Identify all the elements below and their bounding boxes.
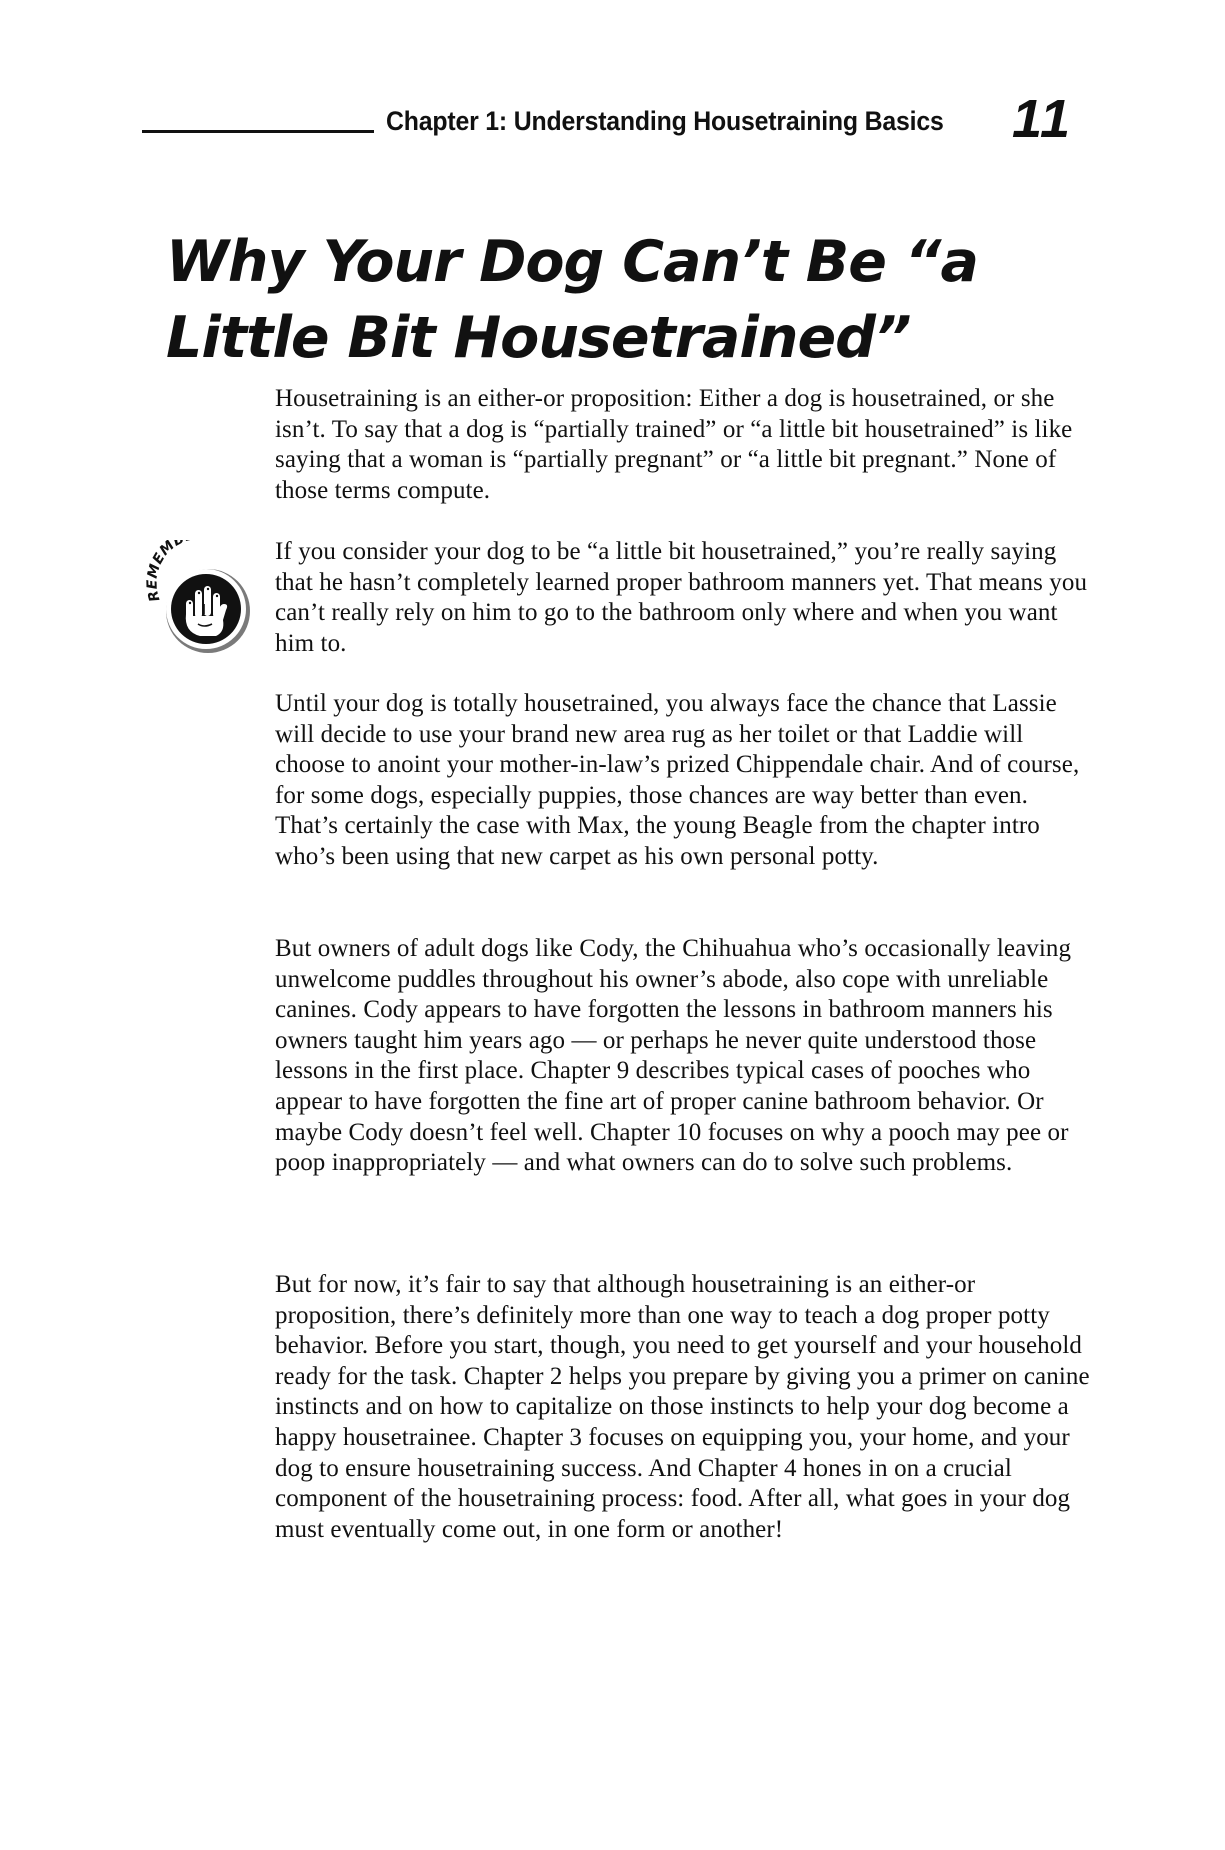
paragraph: But for now, it’s fair to say that although housetraining is an either-or proposition, there’s definitely more than one way to teach a dog proper potty behavior. Before you start, though, you need to get yourself and your household ready for the task. Chapter 2 helps you prepare by giving you a primer on canine instincts and on how to capitalize on those instincts to help your dog become a happy housetrainee. Chapter 3 focuses on equipping you, your home, and your dog to ensure housetraining success. And Chapter 4 hones in on a crucial component of the housetraining process: food. After all, what goes in your dog must eventually come out, in one form or another!	[275, 1271, 1090, 1543]
page-number: 11	[1012, 89, 1073, 149]
raised-hand-icon	[146, 540, 261, 655]
remember-label: REMEM	[146, 540, 179, 604]
running-head	[142, 89, 1073, 152]
paragraph: Housetraining is an either-or proposition: Either a dog is housetrained, or she isn’t. To say that a dog is “partially trained” or “a little bit housetrained” is like saying that a woman is “partially pregnant” or “a little bit pregnant.” None of those terms compute.	[275, 385, 1073, 504]
paragraph: But owners of adult dogs like Cody, the Chihuahua who’s occasionally leaving unwelcome puddles throughout his owner’s abode, also cope with unreliable canines. Cody appears to have forgotten the lessons in bathroom manners his owners taught him years ago — or perhaps he never quite understood those lessons in the first place. Chapter 9 describes typical cases of pooches who appear to have forgotten the fine art of proper canine bathroom behavior. Or maybe Cody doesn’t feel well. Chapter 10 focuses on why a pooch may pee or poop inappropriately — and what owners can do to solve such problems.	[275, 935, 1072, 1177]
paragraph: Until your dog is totally housetrained, you always face the chance that Lassie will decide to use your brand new area rug as her toilet or that Laddie will choose to anoint your mother-in-law’s prized Chippendale chair. And of course, for some dogs, especially puppies, those chances are way better than even. That’s certainly the case with Max, the young Beagle from the chapter intro who’s been using that new carpet as his own personal potty.	[275, 690, 1080, 870]
chapter-title: Chapter 1: Understanding Housetraining Basics	[386, 106, 944, 136]
remember-icon	[146, 540, 261, 655]
section-heading: Why Your Dog Can’t Be “a Little Bit Housetrained”	[166, 229, 978, 371]
paragraph: If you consider your dog to be “a little bit housetrained,” you’re really saying that he hasn’t completely learned proper bathroom manners yet. That means you can’t really rely on him to go to the bathroom only where and when you want him to.	[275, 538, 1088, 657]
header-rule	[142, 130, 374, 133]
